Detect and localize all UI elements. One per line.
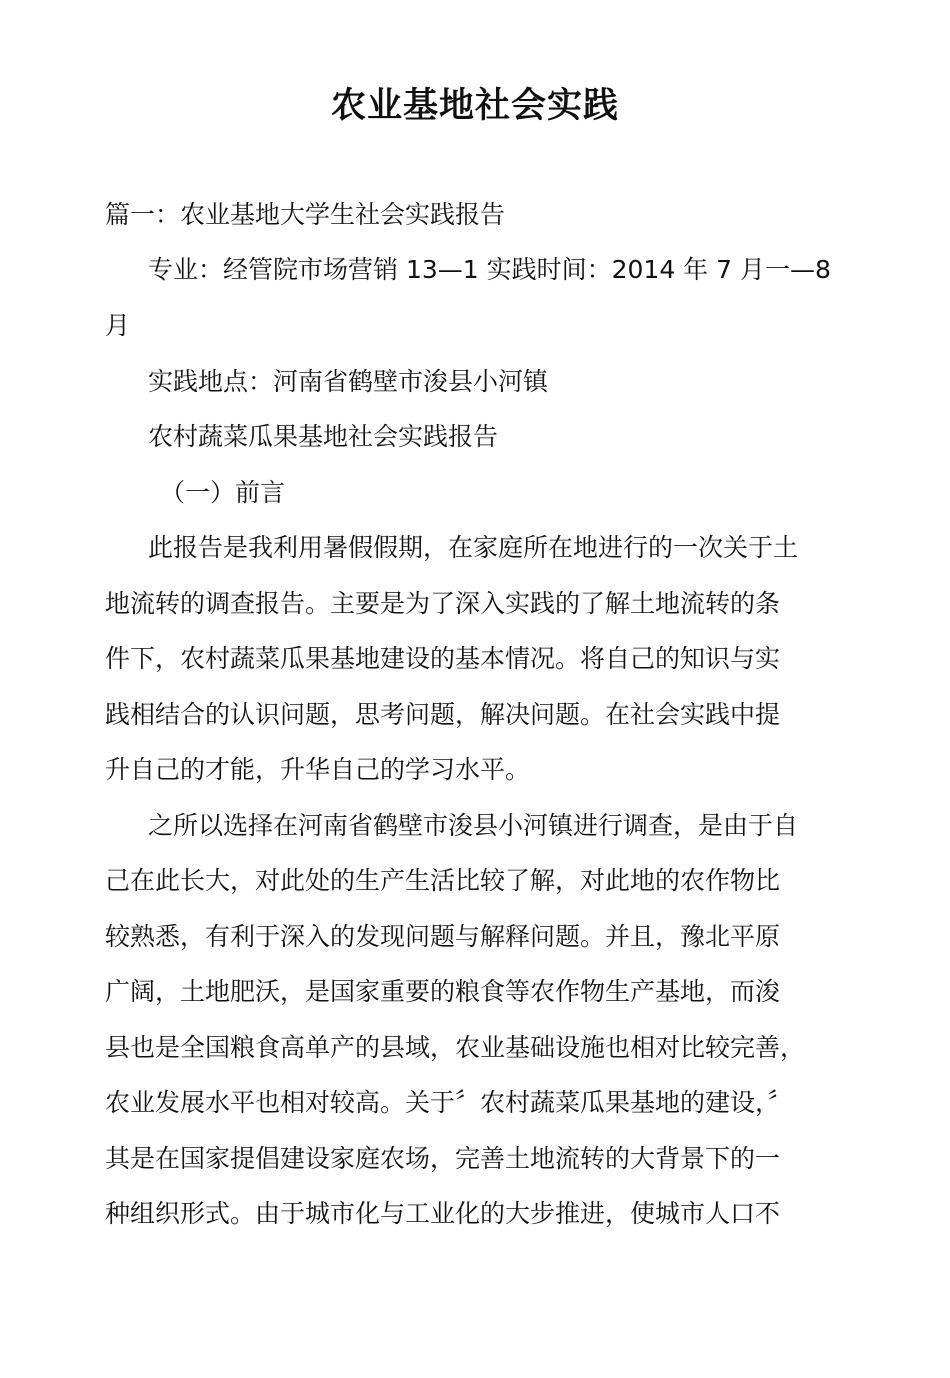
paragraph-line: 农业发展水平也相对较高。关于〞农村蔬菜瓜果基地的建设，〞 — [105, 1088, 793, 1117]
paragraph-line: 升自己的才能，升华自己的学习水平。 — [105, 755, 531, 784]
text-line: 农村蔬菜瓜果基地社会实践报告 — [148, 422, 499, 451]
paragraph-line: 之所以选择在河南省鹤壁市浚县小河镇进行调查，是由于自 — [148, 811, 799, 840]
paragraph-line: 广阔，土地肥沃，是国家重要的粮食等农作物生产基地，而浚 — [105, 977, 781, 1006]
paragraph-line: 地流转的调查报告。主要是为了深入实践的了解土地流转的条 — [105, 589, 781, 618]
paragraph-line: 较熟悉，有利于深入的发现问题与解释问题。并且，豫北平原 — [105, 922, 781, 951]
text-line: 专业：经管院市场营销 13—1 实践时间：2014 年 7 月一—8 — [148, 255, 831, 284]
paragraph-line: 县也是全国粮食高单产的县域，农业基础设施也相对比较完善， — [105, 1033, 806, 1062]
paragraph-line: 件下，农村蔬菜瓜果基地建设的基本情况。将自己的知识与实 — [105, 644, 781, 673]
section-heading: 篇一：农业基地大学生社会实践报告 — [105, 200, 506, 229]
subsection-heading: （一）前言 — [160, 478, 286, 507]
paragraph-line: 此报告是我利用暑假假期，在家庭所在地进行的一次关于土 — [148, 533, 799, 562]
text-line: 月 — [105, 311, 131, 340]
paragraph-line: 己在此长大，对此处的生产生活比较了解，对此地的农作物比 — [105, 866, 781, 895]
text-line: 实践地点：河南省鹤壁市浚县小河镇 — [148, 367, 549, 396]
paragraph-line: 其是在国家提倡建设家庭农场，完善土地流转的大背景下的一 — [105, 1144, 781, 1173]
paragraph-line: 种组织形式。由于城市化与工业化的大步推进，使城市人口不 — [105, 1199, 781, 1228]
paragraph-line: 践相结合的认识问题，思考问题，解决问题。在社会实践中提 — [105, 700, 781, 729]
document-title: 农业基地社会实践 — [330, 86, 619, 126]
